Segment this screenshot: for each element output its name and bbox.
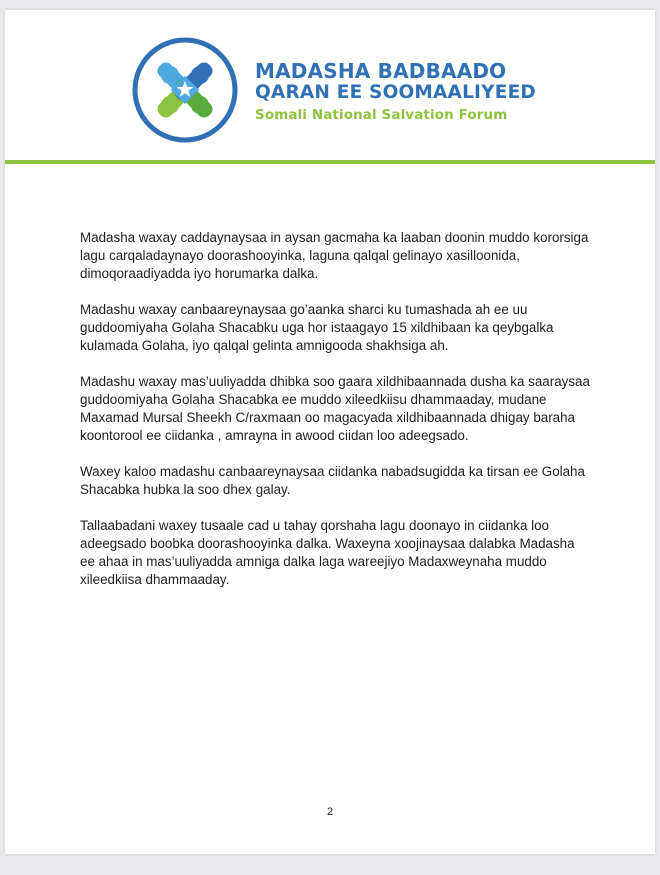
organization-name: [255, 60, 536, 123]
document-body: [80, 229, 592, 607]
org-name-somali-line1: MADASHA BADBAADO: [255, 59, 507, 83]
document-page: [5, 10, 655, 854]
org-name-english: Somali National Salvation Forum: [255, 107, 508, 123]
organization-logo: [130, 35, 240, 145]
paragraph: Waxey kaloo madashu canbaareynaysaa ciidanka nabadsugidda ka tirsan ee Golaha Shacabka hubka la soo dhex galay.: [80, 464, 585, 497]
circle-hands-star-icon: [130, 35, 240, 145]
header-divider: [5, 160, 655, 164]
paragraph: Madasha waxay caddaynaysaa in aysan gacmaha ka laaban doonin muddo kororsiga lagu carqaladaynayo doorashooyinka, laguna qalqal gelinayo xasilloonida, dimoqoraadiyadda iyo horumarka dalka.: [80, 230, 589, 281]
paragraph: Tallaabadani waxey tusaale cad u tahay qorshaha lagu doonayo in ciidanka loo adeegsado boobka doorashooyinka dalka. Waxeyna xoojinaysaa dalabka Madasha ee ahaa in mas’uuliyadda amniga dalka laga wareejiyo Madaxweynaha muddo xileedkiisa dhammaaday.: [80, 518, 575, 587]
paragraph: Madashu waxay canbaareynaysaa go’aanka sharci ku tumashada ah ee uu guddoomiyaha Golaha Shacabku uga hor istaagayo 15 xildhibaan ka qeybgalka kulamada Golaha, iyo qalqal gelinta amnigooda shakhsiga ah.: [80, 302, 554, 353]
org-name-somali-line2: QARAN EE SOOMAALIYEED: [255, 82, 536, 103]
page-number: 2: [326, 806, 334, 818]
paragraph: Madashu waxay mas’uuliyadda dhibka soo gaara xildhibaannada dusha ka saaraysaa guddoomiyaha Golaha Shacabka ee muddo xileedkiisu dhammaaday, mudane Maxamad Mursal Sheekh C/raxmaan oo magacyada xildhibaannada dhigay baraha koontorool ee ciidanka , amrayna in awood ciidan loo adeegsado.: [80, 374, 590, 443]
